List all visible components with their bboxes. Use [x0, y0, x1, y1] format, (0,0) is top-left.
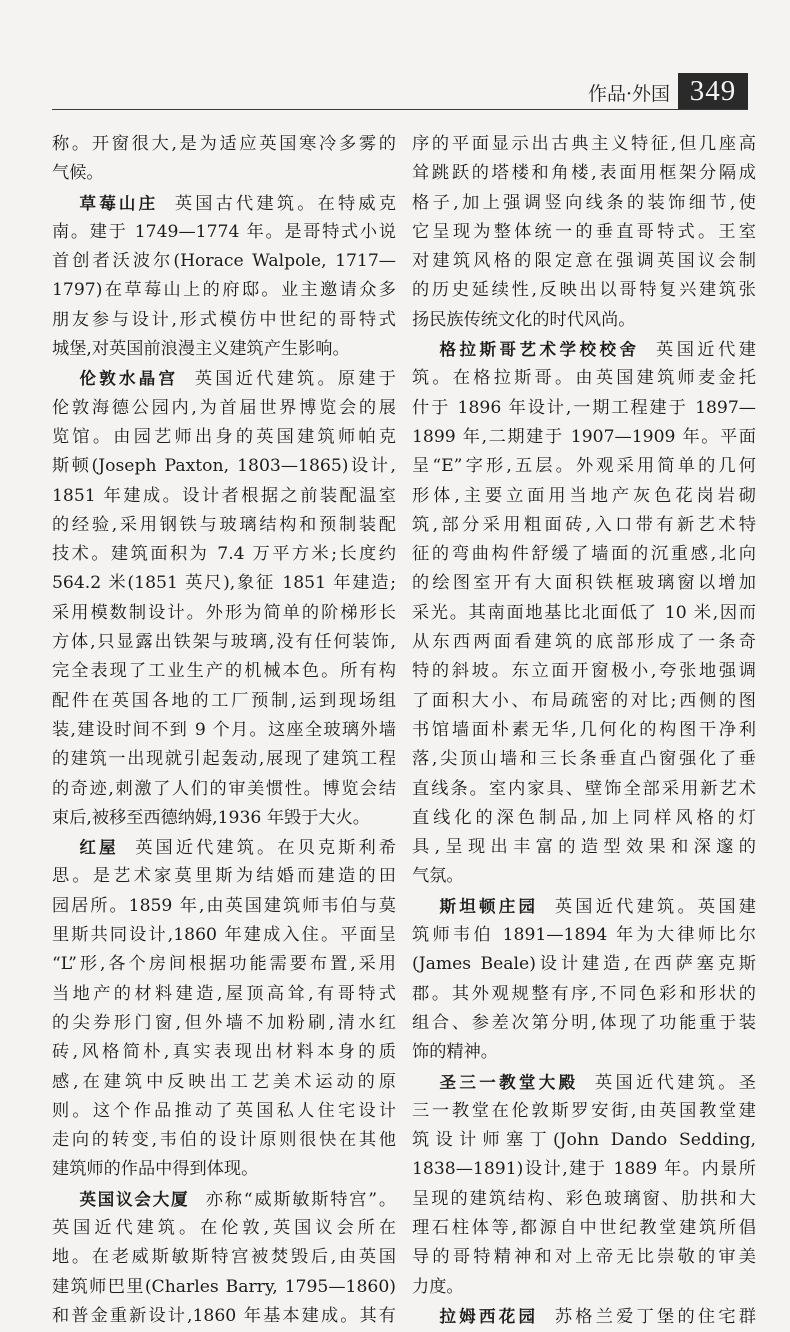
line-text: 装,建设时间不到 9 个月。这座全玻璃外墙 [52, 719, 396, 740]
text-line [412, 423, 756, 452]
text-line [52, 1068, 396, 1097]
line-text: 配件在英国各地的工厂预制,运到现场组 [52, 690, 396, 711]
text-line [412, 716, 756, 745]
line-text: 力度。 [412, 1276, 464, 1297]
page-number: 349 [678, 73, 748, 109]
line-text: 筑设计师塞丁(John Dando Sedding, [412, 1130, 756, 1151]
text-line [412, 833, 756, 862]
text-line [412, 159, 756, 188]
text-line [52, 1273, 396, 1302]
line-text: 则。这个作品推动了英国私人住宅设计 [52, 1100, 396, 1121]
line-text: 伦敦海德公园内,为首届世界博览会的展 [52, 397, 396, 418]
entry-term: 格拉斯哥艺术学校校舍 [439, 340, 640, 360]
text-line [412, 540, 756, 569]
line-text: 束后,被移至西德纳姆,1936 年毁于大火。 [52, 807, 370, 828]
line-text: 的尖券形门窗,但外墙不加粉刷,清水红 [52, 1012, 396, 1033]
text-line [52, 1214, 396, 1243]
text-line [52, 540, 396, 569]
text-line [52, 980, 396, 1009]
line-text: 特的斜坡。东立面开窗极小,夸张地强调 [412, 661, 756, 682]
text-line [412, 687, 756, 716]
line-text: 技术。建筑面积为 7.4 万平方米;长度约 [52, 544, 396, 565]
line-text: 筑,部分采用粗面砖,入口带有新艺术特 [412, 514, 756, 535]
text-line [52, 775, 396, 804]
line-text: (James Beale)设计建造,在西萨塞克斯 [412, 954, 756, 975]
line-text: 思。是艺术家莫里斯为结婚而建造的田 [52, 866, 396, 887]
text-line [52, 862, 396, 891]
line-text: 书馆墙面朴素无华,几何化的构图干净利 [412, 719, 756, 740]
text-line [52, 892, 396, 921]
line-text: 里斯共同设计,1860 年建成入住。平面呈 [52, 925, 396, 946]
text-line [412, 628, 756, 657]
text-line [52, 657, 396, 686]
line-text: 采用模数制设计。外形为简单的阶梯形长 [52, 602, 396, 623]
line-text: 英国近代建 [656, 340, 756, 361]
line-text: 的绘图室开有大面积铁框玻璃窗以增加 [412, 573, 756, 594]
entry-heading-line [412, 335, 756, 364]
line-text: 呈“E”字形,五层。外观采用简单的几何 [412, 456, 756, 477]
text-line [412, 276, 756, 305]
line-text: 的奇迹,刺激了人们的审美惯性。博览会结 [52, 778, 396, 799]
line-text: “L”形,各个房间根据功能需要布置,采用 [52, 954, 396, 975]
text-line [52, 511, 396, 540]
text-line [412, 1038, 756, 1067]
text-line [412, 599, 756, 628]
line-text: 感,在建筑中反映出工艺美术运动的原 [52, 1071, 396, 1092]
line-text: 英国近代建筑。在贝克斯利希 [135, 838, 396, 859]
text-line [412, 364, 756, 393]
text-line [412, 1214, 756, 1243]
line-text: 1899 年,二期建于 1907—1909 年。平面 [412, 426, 756, 447]
line-text: 导的哥特精神和对上帝无比崇敬的审美 [412, 1247, 756, 1268]
text-line [412, 921, 756, 950]
text-line [412, 1273, 756, 1302]
line-text: 了面积大小、布局疏密的对比;西侧的图 [412, 690, 756, 711]
text-line [52, 1097, 396, 1126]
line-text: 落,尖顶山墙和三长条垂直凸窗强化了垂 [412, 749, 756, 770]
text-line [52, 950, 396, 979]
line-text: 方体,只显露出铁架与玻璃,没有任何装饰, [52, 632, 396, 653]
text-line [412, 1155, 756, 1184]
line-text: 直线条。室内家具、壁饰全部采用新艺术 [412, 778, 756, 799]
line-text: 组合、参差次第分明,体现了功能重于装 [412, 1012, 756, 1033]
text-line [52, 276, 396, 305]
text-line [52, 716, 396, 745]
line-text: 1851 年建成。设计者根据之前装配温室 [52, 485, 396, 506]
text-line [412, 950, 756, 979]
text-line [52, 452, 396, 481]
entry-term: 草莓山庄 [79, 193, 159, 213]
line-text: 具,呈现出丰富的造型效果和深邃的 [412, 837, 756, 858]
text-line [52, 1155, 396, 1184]
line-text: 当地产的材料建造,屋顶高耸,有哥特式 [52, 983, 396, 1004]
text-line [52, 218, 396, 247]
line-text: 称。开窗很大,是为适应英国寒冷多雾的 [52, 134, 396, 154]
text-line [412, 657, 756, 686]
entry-heading-line [52, 364, 396, 393]
line-text: 英国近代建筑。在伦敦,英国议会所在 [52, 1217, 396, 1238]
line-text: 理石柱体等,都源自中世纪教堂建筑所倡 [412, 1217, 756, 1238]
line-text: 南。建于 1749—1774 年。是哥特式小说 [52, 221, 396, 242]
text-line [52, 130, 396, 159]
line-text: 首创者沃波尔(Horace Walpole, 1717— [52, 251, 396, 272]
text-line [412, 804, 756, 833]
text-line [52, 687, 396, 716]
line-text: 英国近代建筑。英国建 [554, 896, 756, 917]
text-line [412, 189, 756, 218]
text-line [412, 130, 756, 159]
entry-term: 红屋 [79, 838, 119, 858]
text-line [412, 862, 756, 891]
text-line [52, 921, 396, 950]
line-text: 建筑师巴里(Charles Barry, 1795—1860) [52, 1276, 396, 1297]
text-line [52, 1302, 396, 1331]
line-text: 砖,风格简朴,真实表现出材料本身的质 [52, 1042, 396, 1063]
line-text: 英国近代建筑。圣 [595, 1072, 756, 1093]
line-text: 呈现的建筑结构、彩色玻璃窗、肋拱和大 [412, 1188, 756, 1209]
entry-heading-line [52, 1185, 396, 1214]
text-line [52, 159, 396, 188]
line-text: 的经验,采用钢铁与玻璃结构和预制装配 [52, 514, 396, 535]
line-text: 和普金重新设计,1860 年基本建成。其有 [52, 1305, 396, 1326]
right-column [412, 130, 756, 1331]
entry-heading-line [52, 833, 396, 862]
text-line [412, 980, 756, 1009]
text-line [412, 482, 756, 511]
text-line [52, 1009, 396, 1038]
entry-heading-line [412, 892, 756, 921]
line-text: 征的弯曲构件舒缓了墙面的沉重感,北向 [412, 544, 756, 565]
text-line [52, 599, 396, 628]
line-text: 564.2 米(1851 英尺),象征 1851 年建造; [52, 573, 396, 594]
line-text: 对建筑风格的限定意在强调英国议会制 [412, 251, 756, 272]
line-text: 三一教堂在伦敦斯罗安街,由英国教堂建 [412, 1100, 756, 1121]
line-text: 它呈现为整体统一的垂直哥特式。王室 [412, 221, 756, 242]
entry-term: 英国议会大厦 [79, 1189, 190, 1209]
line-text: 英国古代建筑。在特威克 [174, 193, 396, 214]
text-line [52, 482, 396, 511]
line-text: 走向的转变,韦伯的设计原则很快在其他 [52, 1130, 396, 1151]
text-line [412, 452, 756, 481]
line-text: 从东西两面看建筑的底部形成了一条奇 [412, 632, 756, 653]
line-text: 完全表现了工业生产的机械本色。所有构 [52, 661, 396, 682]
text-line [412, 247, 756, 276]
entry-term: 拉姆西花园 [439, 1306, 539, 1326]
entry-term: 伦敦水晶宫 [79, 369, 179, 389]
entry-term: 圣三一教堂大殿 [439, 1072, 579, 1092]
line-text: 城堡,对英国前浪漫主义建筑产生影响。 [52, 339, 350, 360]
line-text: 览馆。由园艺师出身的英国建筑师帕克 [52, 426, 396, 447]
line-text: 1838—1891)设计,建于 1889 年。内景所 [412, 1159, 756, 1180]
line-text: 斯顿(Joseph Paxton, 1803—1865)设计, [52, 456, 396, 477]
text-line [412, 745, 756, 774]
text-line [412, 1185, 756, 1214]
line-text: 亦称“威斯敏斯特宫”。 [205, 1189, 397, 1210]
text-line [52, 745, 396, 774]
text-line [52, 569, 396, 598]
text-line [52, 335, 396, 364]
text-line [412, 569, 756, 598]
line-text: 气候。 [52, 163, 104, 184]
line-text: 直线化的深色制品,加上同样风格的灯 [412, 807, 756, 828]
text-line [412, 1009, 756, 1038]
left-column [52, 130, 396, 1331]
line-text: 筑师韦伯 1891—1894 年为大律师比尔 [412, 925, 756, 946]
section-label: 作品·外国 [587, 83, 670, 105]
line-text: 的建筑一出现就引起轰动,展现了建筑工程 [52, 749, 396, 770]
line-text: 的历史延续性,反映出以哥特复兴建筑张 [412, 280, 756, 301]
entry-heading-line [412, 1068, 756, 1097]
line-text: 饰的精神。 [412, 1042, 498, 1063]
entry-heading-line [412, 1302, 756, 1331]
text-line [412, 1097, 756, 1126]
line-text: 英国近代建筑。原建于 [194, 369, 396, 390]
line-text: 郡。其外观规整有序,不同色彩和形状的 [412, 983, 756, 1004]
line-text: 地。在老威斯敏斯特宫被焚毁后,由英国 [52, 1247, 396, 1268]
text-line [52, 1126, 396, 1155]
line-text: 园居所。1859 年,由英国建筑师韦伯与莫 [52, 895, 396, 916]
text-line [412, 218, 756, 247]
text-line [52, 804, 396, 833]
text-line [412, 775, 756, 804]
line-text: 耸跳跃的塔楼和角楼,表面用框架分隔成 [412, 163, 756, 184]
text-line [412, 1243, 756, 1272]
text-line [52, 423, 396, 452]
text-line [412, 1126, 756, 1155]
line-text: 苏格兰爱丁堡的住宅群 [554, 1306, 756, 1327]
running-header [52, 73, 748, 110]
text-line [412, 306, 756, 335]
text-line [412, 394, 756, 423]
line-text: 气氛。 [412, 866, 464, 887]
text-line [52, 306, 396, 335]
text-line [52, 1243, 396, 1272]
text-line [52, 247, 396, 276]
line-text: 什于 1896 年设计,一期工程建于 1897— [412, 397, 756, 418]
line-text: 扬民族传统文化的时代风尚。 [412, 309, 636, 330]
line-text: 筑。在格拉斯哥。由英国建筑师麦金托 [412, 368, 756, 389]
line-text: 形体,主要立面用当地产灰色花岗岩砌 [412, 485, 756, 506]
line-text: 采光。其南面地基比北面低了 10 米,因而 [412, 602, 756, 623]
text-line [52, 1038, 396, 1067]
line-text: 格子,加上强调竖向线条的装饰细节,使 [412, 192, 756, 213]
text-line [412, 511, 756, 540]
entry-heading-line [52, 189, 396, 218]
entry-term: 斯坦顿庄园 [439, 896, 539, 916]
text-line [52, 394, 396, 423]
line-text: 序的平面显示出古典主义特征,但几座高 [412, 134, 756, 154]
line-text: 1797)在草莓山上的府邸。业主邀请众多 [52, 280, 396, 301]
text-line [52, 628, 396, 657]
line-text: 朋友参与设计,形式模仿中世纪的哥特式 [52, 309, 396, 330]
line-text: 建筑师的作品中得到体现。 [52, 1159, 259, 1180]
